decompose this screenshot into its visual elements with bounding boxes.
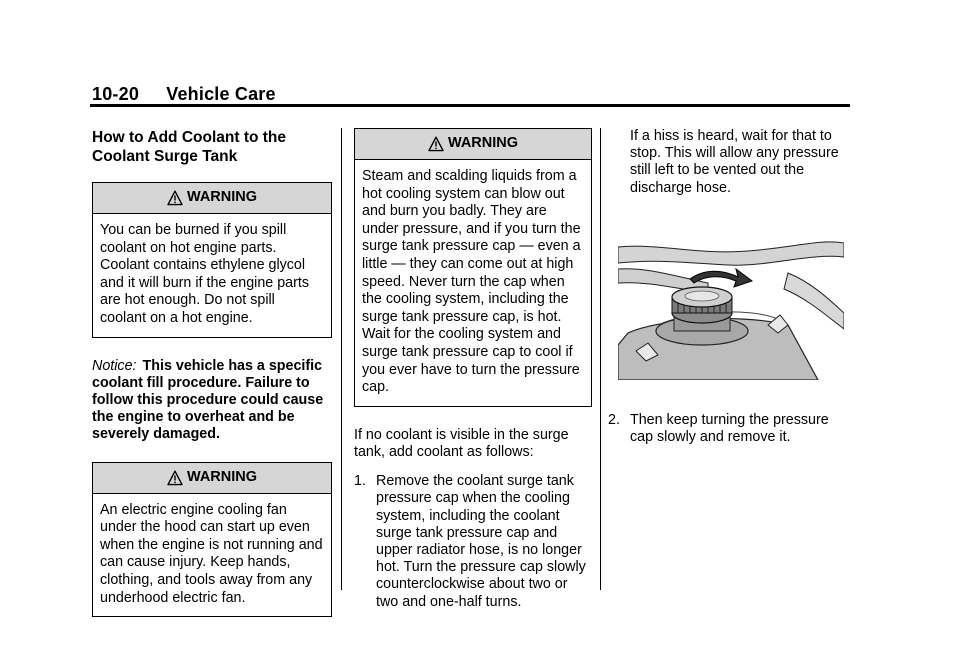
surge-tank-cap-illustration bbox=[618, 233, 844, 380]
section-title: How to Add Coolant to the Coolant Surge Tank bbox=[92, 129, 286, 165]
step-1-continued: If a hiss is heard, wait for that to stop. This will allow any pressure still left to be vented out the discharge hose. bbox=[630, 128, 839, 196]
warning-text: Steam and scalding liquids from a hot cooling system can blow out and burn you badly. They are under pressure, and if you turn the surge tank pressure cap — even a little — they can come out at high speed. Never turn the cap when the cooling system, including the surge tank pressure cap, is hot. Wait for the cooling system and surge tank pressure cap to cool if you ever have to turn the pressure cap. bbox=[362, 168, 581, 396]
column-1 bbox=[92, 128, 332, 637]
warning-icon bbox=[428, 136, 444, 152]
header-rule bbox=[90, 104, 850, 107]
warning-icon bbox=[167, 470, 183, 486]
column-2 bbox=[354, 128, 592, 623]
step-1 bbox=[354, 473, 592, 611]
warning-label: WARNING bbox=[186, 189, 258, 206]
warning-header bbox=[93, 183, 331, 214]
notice bbox=[92, 358, 332, 444]
step-number: 1. bbox=[354, 473, 366, 490]
step-text: Remove the coolant surge tank pressure cap when the cooling system, including the coolant surge tank pressure cap and upper radiator hose, is no longer hot. Turn the pressure cap slowly counterclockwise about two or two and one-half turns. bbox=[376, 473, 586, 610]
warning-header bbox=[355, 129, 591, 160]
column-divider-2 bbox=[600, 128, 601, 590]
column-3 bbox=[608, 128, 848, 197]
step-2 bbox=[608, 412, 848, 446]
warning-box-fan bbox=[92, 462, 332, 618]
warning-box-burn bbox=[92, 182, 332, 338]
column-divider-1 bbox=[341, 128, 342, 590]
intro-paragraph: If no coolant is visible in the surge tank, add coolant as follows: bbox=[354, 426, 569, 460]
warning-text: An electric engine cooling fan under the hood can start up even when the engine is not running and can cause injury. Keep hands, clothing, and tools away from any underhood electric fan. bbox=[100, 501, 323, 606]
warning-box-steam bbox=[354, 128, 592, 407]
illustration-svg bbox=[618, 233, 844, 380]
warning-header bbox=[93, 463, 331, 494]
warning-text: You can be burned if you spill coolant on hot engine parts. Coolant contains ethylene glycol and it will burn if the engine parts are hot enough. Do not spill coolant on a hot engine. bbox=[100, 222, 310, 326]
page-header bbox=[92, 84, 276, 105]
step-number: 2. bbox=[608, 412, 620, 428]
warning-icon bbox=[167, 190, 183, 206]
warning-label: WARNING bbox=[447, 135, 519, 152]
warning-label: WARNING bbox=[186, 468, 258, 485]
page-number: 10-20 bbox=[92, 84, 140, 104]
step-text: Then keep turning the pressure cap slowly and remove it. bbox=[630, 412, 829, 446]
notice-text: This vehicle has a specific coolant fill procedure. Failure to follow this procedure could cause the engine to overheat and be severely damaged. bbox=[92, 357, 324, 443]
notice-label: Notice: bbox=[92, 357, 137, 374]
chapter-title: Vehicle Care bbox=[166, 84, 276, 104]
